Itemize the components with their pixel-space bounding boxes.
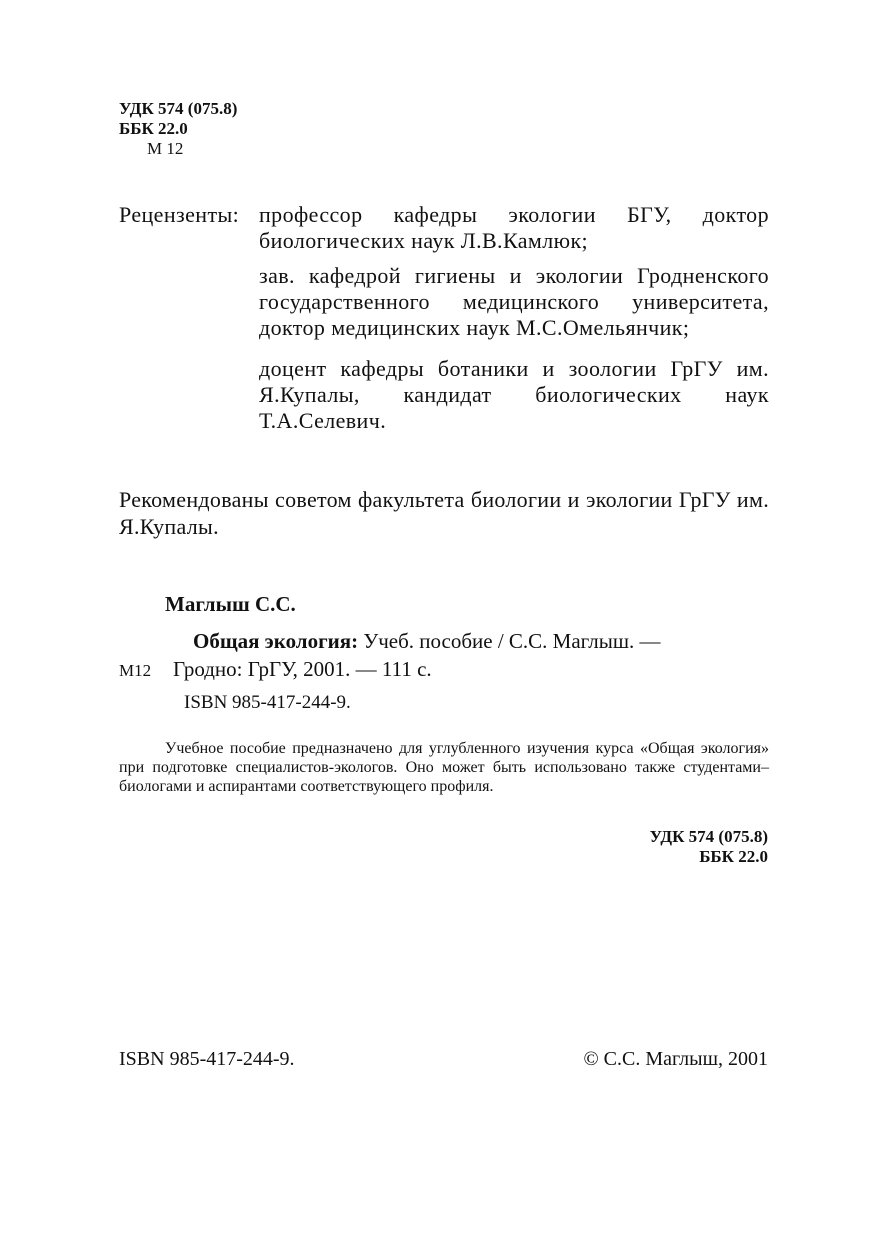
reviewer-3: доцент кафедры ботаники и зоологии ГрГУ им. Я.Купалы, кандидат биологических наук Т.А.Селевич. — [259, 356, 769, 433]
udk-code-bottom: УДК 574 (075.8) — [649, 827, 768, 846]
bibliographic-code: М12 — [119, 661, 152, 680]
reviewers-label: Рецензенты: — [119, 202, 240, 227]
bibliographic-line-2: Гродно: ГрГУ, 2001. — 111 с. — [173, 657, 432, 681]
isbn-bibliographic: ISBN 985-417-244-9. — [184, 692, 351, 713]
book-description: Учеб. пособие / С.С. Маглыш. — — [358, 629, 661, 653]
bbk-code-bottom: ББК 22.0 — [699, 847, 768, 866]
recommendation-text: Рекомендованы советом факультета биологии и экологии ГрГУ им. Я.Купалы. — [119, 487, 769, 539]
bibliographic-line-1 — [193, 627, 661, 655]
reviewer-1: профессор кафедры экологии БГУ, доктор биологических наук Л.В.Камлюк; — [259, 202, 769, 253]
classification-top — [119, 99, 237, 159]
author-name: Маглыш С.С. — [165, 592, 296, 616]
reviewer-2: зав. кафедрой гигиены и экологии Гродненского государственного медицинского университета, доктор медицинских наук М.С.Омельянчик; — [259, 263, 769, 340]
udk-code: УДК 574 (075.8) — [119, 99, 238, 118]
bbk-code: ББК 22.0 — [119, 119, 188, 138]
annotation-text: Учебное пособие предназначено для углубленного изучения курса «Общая экология» при подготовке специалистов-экологов. Оно может быть использовано также студентами–биологами и аспирантами соответствующего профиля. — [119, 740, 769, 795]
copyright-notice: © С.С. Маглыш, 2001 — [583, 1048, 768, 1070]
classification-bottom — [650, 827, 768, 867]
book-title: Общая экология: — [193, 629, 359, 653]
isbn-footer: ISBN 985-417-244-9. — [119, 1048, 295, 1070]
author-mark: М 12 — [147, 139, 184, 158]
